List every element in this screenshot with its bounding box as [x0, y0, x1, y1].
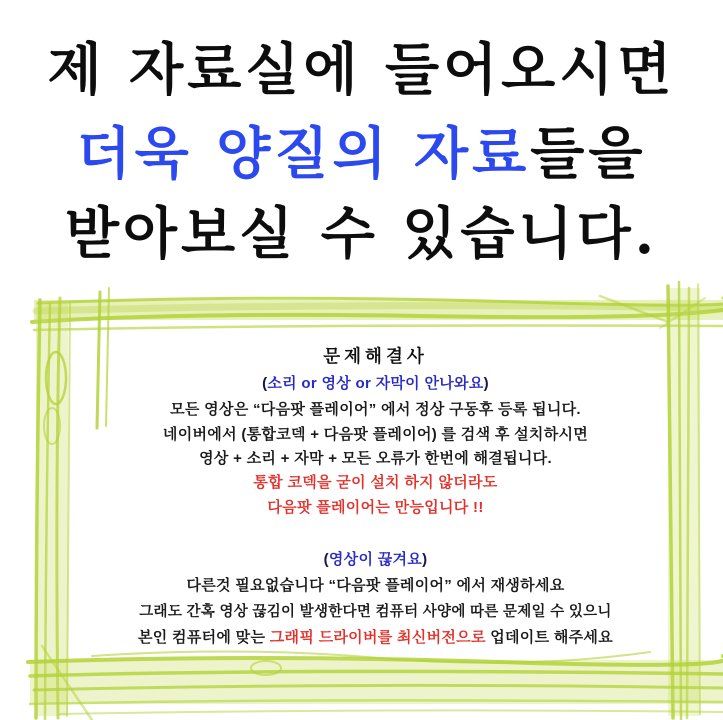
headline-line2-rest: 들을 [530, 121, 647, 187]
notice-question-1 [40, 372, 711, 393]
q2-paren-close: ) [422, 551, 428, 568]
headline-line2-highlight: 더욱 양질의 자료 [76, 121, 531, 187]
headline-line1: 제 자료실에 들어오시면 [47, 37, 676, 103]
q1-paren-close: ) [483, 375, 489, 392]
driver-update-prefix: 본인 컴퓨터에 맞는 [138, 629, 270, 646]
notice-line-driver-update [40, 626, 711, 647]
q2-text: 영상이 끊겨요 [328, 551, 423, 568]
driver-update-suffix: 업데이트 해주세요 [485, 629, 613, 646]
notice-line-all-fixed: 영상 + 소리 + 자막 + 모든 오류가 한번에 해결됩니다. [199, 450, 552, 467]
q1-paren-open: ( [262, 375, 268, 392]
q2-paren-open: ( [323, 551, 329, 568]
notice-line-codec-warning: 통합 코덱을 굳이 설치 하지 않더라도 [253, 474, 498, 491]
notice-line-register: 모든 영상은 “다음팟 플레이어” 에서 정상 구동후 등록 됩니다. [170, 401, 581, 418]
driver-update-highlight: 그래픽 드라이버를 최신버전으로 [269, 629, 486, 646]
headline-line3: 받아보실 수 있습니다. [64, 201, 659, 267]
notice-line-potplayer-almighty: 다음팟 플레이어는 만능입니다 !! [267, 499, 484, 516]
notice-line-pc-spec: 그래도 간혹 영상 끊김이 발생한다면 컴퓨터 사양에 따른 문제일 수 있으니 [139, 604, 612, 620]
q1-text: 소리 or 영상 or 자막이 안나와요 [267, 375, 484, 392]
notice-title: 문제해결사 [323, 346, 428, 366]
notice-question-2 [40, 548, 711, 569]
notice-line-naver-search: 네이버에서 (통합코덱 + 다음팟 플레이어) 를 검색 후 설치하시면 [162, 426, 589, 443]
headline-line2 [0, 110, 723, 190]
notice-line-play-potplayer: 다른것 필요없습니다 “다음팟 플레이어” 에서 재생하세요 [186, 577, 565, 594]
